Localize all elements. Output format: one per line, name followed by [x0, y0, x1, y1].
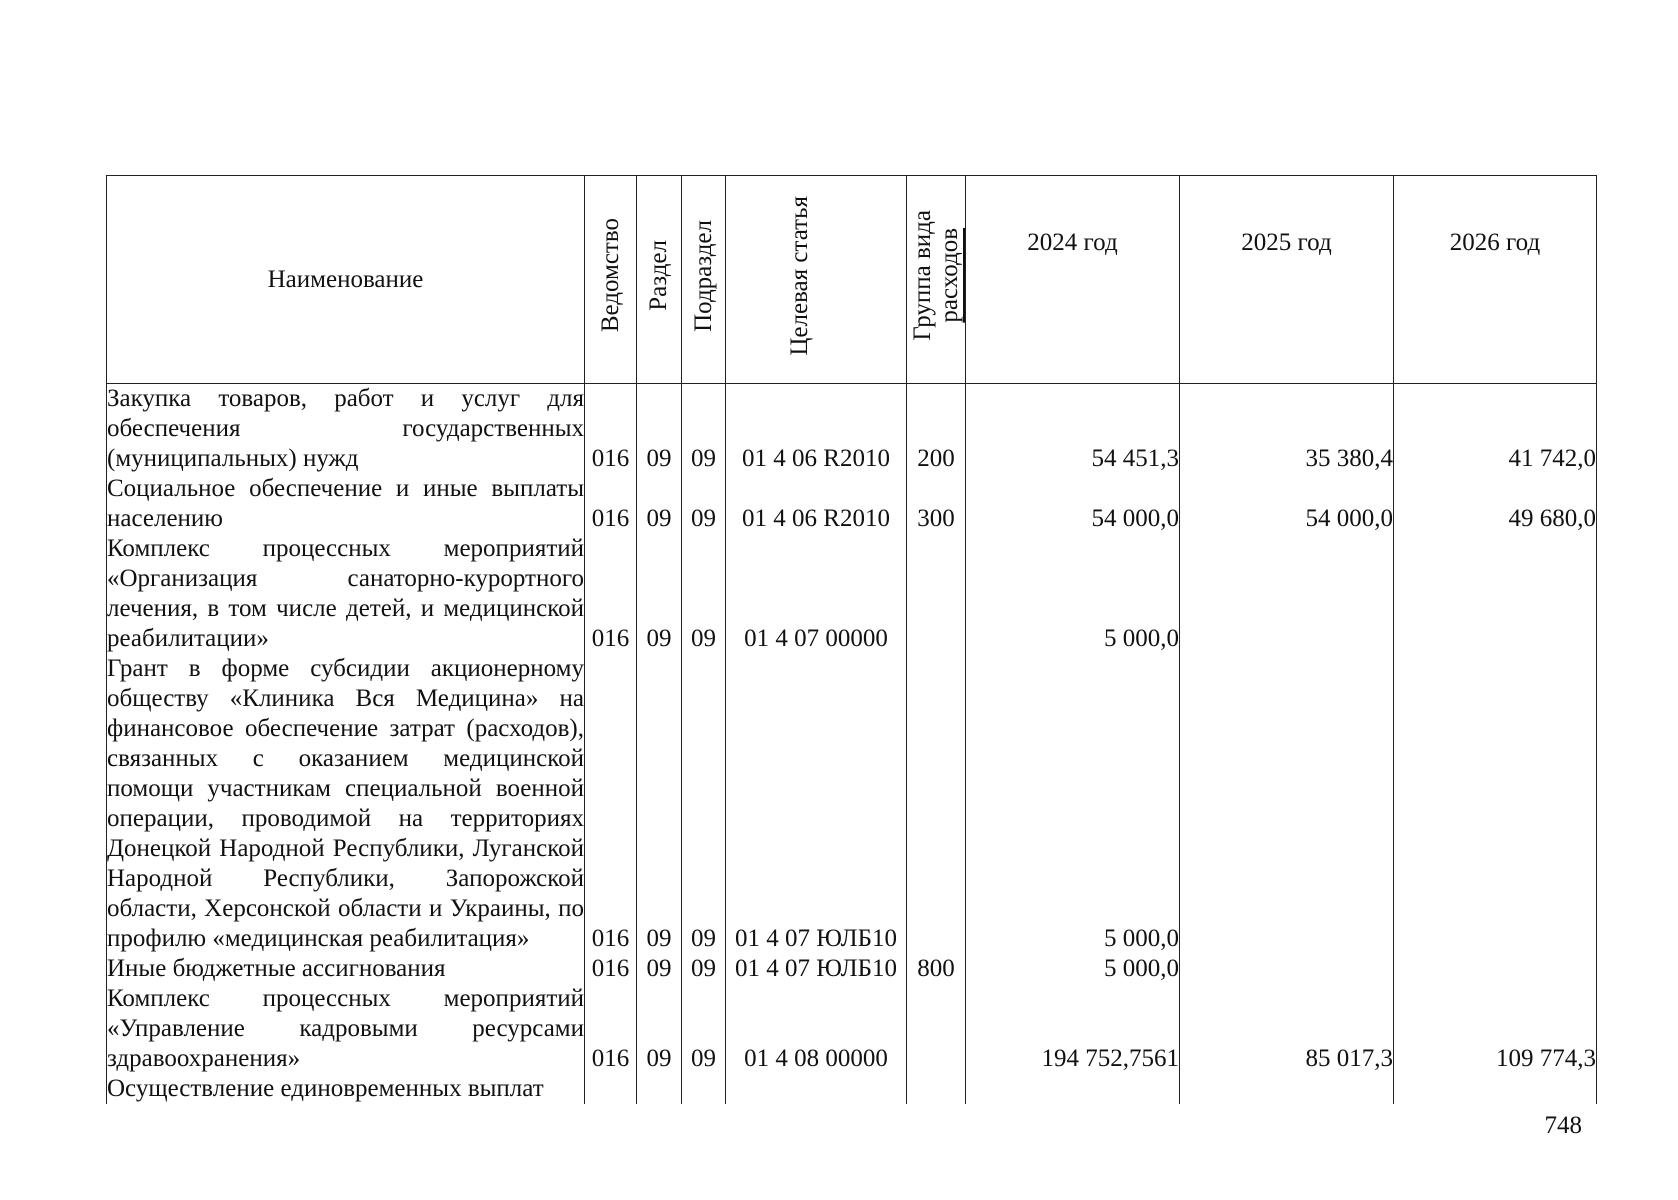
row-amount-2024: 5 000,0 — [966, 954, 1180, 984]
row-target-article: 01 4 07 ЮЛБ10 — [726, 954, 907, 984]
header-expense-group-line2: расходов — [936, 228, 963, 323]
row-amount-2024: 54 451,3 — [966, 384, 1180, 475]
row-amount-2025: 54 000,0 — [1180, 474, 1394, 534]
row-subsection: 09 — [682, 954, 726, 984]
row-target-article: 01 4 06 R2010 — [726, 474, 907, 534]
row-expense-group — [907, 534, 966, 654]
row-expense-group: 200 — [907, 384, 966, 475]
row-amount-2025 — [1180, 1074, 1394, 1104]
row-name: Комплекс процессных мероприятий «Управление кадровыми ресурсами здравоохранения» — [107, 985, 584, 1072]
row-amount-2024: 5 000,0 — [966, 534, 1180, 654]
row-section: 09 — [637, 954, 682, 984]
header-year-2024: 2024 год — [966, 176, 1180, 384]
row-name: Социальное обеспечение и иные выплаты населению — [107, 475, 584, 532]
budget-table — [106, 175, 1597, 1104]
row-subsection: 09 — [682, 984, 726, 1074]
header-department: Ведомство — [585, 176, 637, 384]
row-department: 016 — [585, 954, 637, 984]
header-name: Наименование — [107, 176, 585, 384]
header-expense-group-line1: Группа вида — [909, 210, 936, 341]
table-row — [107, 1074, 1597, 1104]
row-name: Грант в форме субсидии акционерному обществу «Клиника Вся Медицина» на финансовое обеспечение затрат (расходов), связанных с оказанием медицинской помощи участникам специальной военной операции, проводимой на территориях Донецкой Народной Республики, Луганской Народной Республики, Запорожской области, Херсонской области и Украины, по профилю «медицинская реабилитация» — [107, 655, 584, 952]
row-subsection: 09 — [682, 534, 726, 654]
header-year-2025: 2025 год — [1180, 176, 1394, 384]
row-section — [637, 1074, 682, 1104]
row-subsection: 09 — [682, 654, 726, 954]
row-amount-2025: 35 380,4 — [1180, 384, 1394, 475]
table-row — [107, 654, 1597, 954]
row-name: Закупка товаров, работ и услуг для обеспечения государственных (муниципальных) нужд — [107, 385, 584, 472]
row-department — [585, 1074, 637, 1104]
row-name: Иные бюджетные ассигнования — [107, 954, 585, 984]
header-subsection: Подраздел — [682, 176, 726, 384]
row-expense-group — [907, 984, 966, 1074]
row-subsection — [682, 1074, 726, 1104]
table-row — [107, 984, 1597, 1074]
row-section: 09 — [637, 984, 682, 1074]
row-amount-2024: 54 000,0 — [966, 474, 1180, 534]
row-target-article: 01 4 08 00000 — [726, 984, 907, 1074]
row-department: 016 — [585, 534, 637, 654]
row-amount-2025: 85 017,3 — [1180, 984, 1394, 1074]
row-department: 016 — [585, 384, 637, 475]
row-amount-2025 — [1180, 954, 1394, 984]
row-section: 09 — [637, 654, 682, 954]
table-row — [107, 534, 1597, 654]
row-amount-2026 — [1394, 654, 1597, 954]
row-expense-group — [907, 654, 966, 954]
row-section: 09 — [637, 474, 682, 534]
row-amount-2026: 41 742,0 — [1394, 384, 1597, 475]
row-target-article: 01 4 06 R2010 — [726, 384, 907, 475]
table-row — [107, 954, 1597, 984]
header-expense-group — [907, 176, 966, 384]
row-target-article: 01 4 07 ЮЛБ10 — [726, 654, 907, 954]
row-department: 016 — [585, 654, 637, 954]
row-amount-2026: 49 680,0 — [1394, 474, 1597, 534]
header-year-2026: 2026 год — [1394, 176, 1597, 384]
row-department: 016 — [585, 474, 637, 534]
row-amount-2024 — [966, 1074, 1180, 1104]
row-amount-2026 — [1394, 954, 1597, 984]
row-expense-group: 800 — [907, 954, 966, 984]
table-header-row — [107, 176, 1597, 384]
row-amount-2024: 5 000,0 — [966, 654, 1180, 954]
row-section: 09 — [637, 534, 682, 654]
header-section: Раздел — [637, 176, 682, 384]
row-amount-2025 — [1180, 654, 1394, 954]
row-name: Комплекс процессных мероприятий «Организация санаторно-курортного лечения, в том числе детей, и медицинской реабилитации» — [107, 535, 584, 652]
row-amount-2026 — [1394, 534, 1597, 654]
row-section: 09 — [637, 384, 682, 475]
row-target-article: 01 4 07 00000 — [726, 534, 907, 654]
table-row — [107, 384, 1597, 475]
header-target-article: Целевая статья — [726, 176, 907, 384]
row-amount-2026 — [1394, 1074, 1597, 1104]
table-row — [107, 474, 1597, 534]
row-amount-2026: 109 774,3 — [1394, 984, 1597, 1074]
row-department: 016 — [585, 984, 637, 1074]
row-subsection: 09 — [682, 384, 726, 475]
row-name: Осуществление единовременных выплат — [107, 1074, 585, 1104]
row-target-article — [726, 1074, 907, 1104]
page-number: 748 — [1544, 1112, 1582, 1139]
row-subsection: 09 — [682, 474, 726, 534]
row-amount-2025 — [1180, 534, 1394, 654]
row-expense-group — [907, 1074, 966, 1104]
row-amount-2024: 194 752,7561 — [966, 984, 1180, 1074]
row-expense-group: 300 — [907, 474, 966, 534]
